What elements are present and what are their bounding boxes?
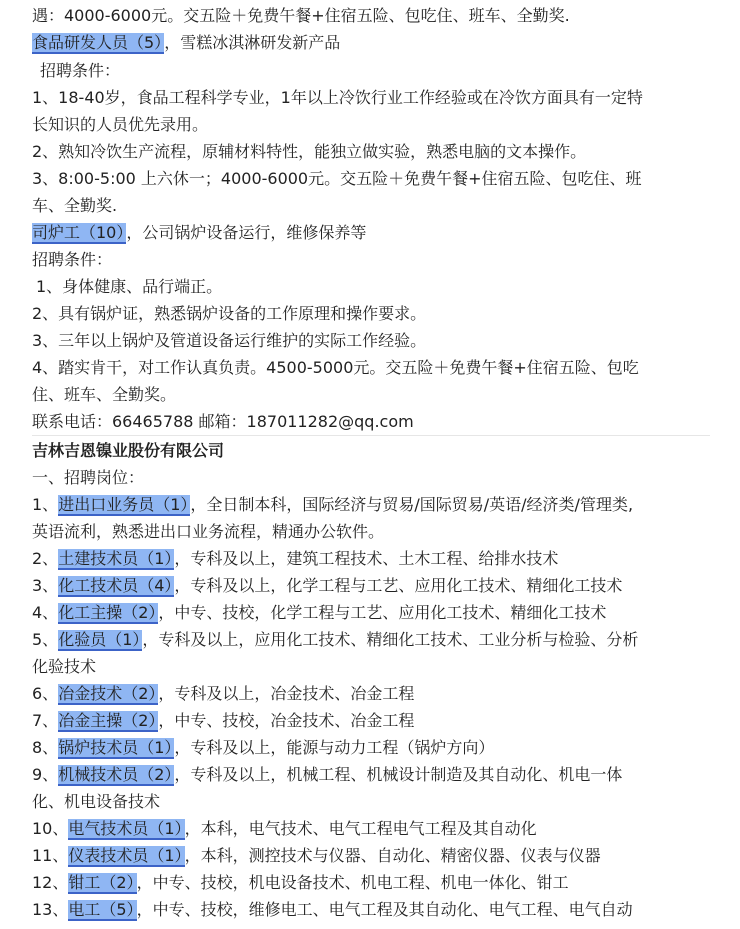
position-item: 7、冶金主操（2） ，中专、技校，冶金技术、冶金工程 — [32, 711, 415, 730]
position-item-continued: 化、机电设备技术 — [32, 792, 161, 811]
highlighted-job-title[interactable]: 电工（5） — [68, 900, 135, 919]
highlighted-job-title[interactable]: 钳工（2） — [68, 873, 135, 892]
position-item: 3、化工技术员（4） ，专科及以上，化学工程与工艺、应用化工技术、精细化工技术 — [32, 576, 623, 595]
position-item: 8、锅炉技术员（1） ，专科及以上，能源与动力工程（锅炉方向） — [32, 738, 495, 757]
position-item: 11、仪表技术员（1） ，本科，测控技术与仪器、自动化、精密仪器、仪表与仪器 — [32, 846, 601, 865]
requirement-item: 3、三年以上锅炉及管道设备运行维护的实际工作经验。 — [32, 331, 427, 350]
position-item: 5、化验员（1） ，专科及以上，应用化工技术、精细化工技术、工业分析与检验、分析 — [32, 630, 639, 649]
section-title: 一、招聘岗位： — [32, 468, 145, 487]
job-heading-food-rd — [32, 29, 716, 56]
position-item-continued: 英语流利，熟悉进出口业务流程，精通办公软件。 — [32, 522, 385, 541]
company-name: 吉林吉恩镍业股份有限公司 — [32, 441, 225, 460]
job-heading-boiler-operator — [32, 219, 716, 246]
highlighted-job-title[interactable]: 食品研发人员（5） — [32, 33, 163, 52]
section-divider — [32, 435, 710, 436]
requirement-item: 1、身体健康、品行端正。 — [36, 277, 223, 296]
requirement-item-continued: 车、全勤奖. — [32, 196, 118, 215]
highlighted-job-title[interactable]: 电气技术员（1） — [68, 819, 183, 838]
requirement-item: 4、踏实肯干，对工作认真负责。4500-5000元。交五险＋免费午餐+住宿五险、包吃 — [32, 358, 639, 377]
contact-info: 联系电话：66465788 邮箱：187011282@qq.com — [32, 412, 414, 431]
requirement-item: 3、8:00-5:00 上六休一；4000-6000元。交五险＋免费午餐+住宿五险、包吃住、班 — [32, 169, 642, 188]
requirement-item: 1、18-40岁，食品工程科学专业，1年以上冷饮行业工作经验或在冷饮方面具有一定特 — [32, 88, 643, 107]
position-item: 1、进出口业务员（1） ，全日制本科，国际经济与贸易/国际贸易/英语/经济类/管理类, — [32, 495, 634, 514]
highlighted-job-title[interactable]: 化验员（1） — [58, 630, 141, 649]
position-item: 12、钳工（2） ，中专、技校，机电设备技术、机电工程、机电一体化、钳工 — [32, 873, 569, 892]
highlighted-job-title[interactable]: 进出口业务员（1） — [58, 495, 189, 514]
position-item: 2、土建技术员（1） ，专科及以上，建筑工程技术、土木工程、给排水技术 — [32, 549, 559, 568]
job-description: ，公司锅炉设备运行，维修保养等 — [126, 223, 367, 242]
highlighted-job-title[interactable]: 土建技术员（1） — [58, 549, 173, 568]
highlighted-job-title[interactable]: 冶金主操（2） — [58, 711, 157, 730]
requirement-item-continued: 长知识的人员优先录用。 — [32, 115, 209, 134]
position-item: 4、化工主操（2） ，中专、技校，化学工程与工艺、应用化工技术、精细化工技术 — [32, 603, 607, 622]
position-item: 13、电工（5） ，中专、技校，维修电工、电气工程及其自动化、电气工程、电气自动 — [32, 900, 633, 919]
salary-line: 遇：4000-6000元。交五险＋免费午餐+住宿五险、包吃住、班车、全勤奖. — [32, 6, 570, 25]
position-item: 10、电气技术员（1） ，本科，电气技术、电气工程电气工程及其自动化 — [32, 819, 537, 838]
highlighted-job-title[interactable]: 化工主操（2） — [58, 603, 157, 622]
highlighted-job-title[interactable]: 司炉工（10） — [32, 223, 125, 242]
requirement-item: 2、具有锅炉证，熟悉锅炉设备的工作原理和操作要求。 — [32, 304, 427, 323]
requirements-title: 招聘条件： — [32, 250, 113, 269]
highlighted-job-title[interactable]: 仪表技术员（1） — [68, 846, 183, 865]
requirements-title: 招聘条件： — [40, 61, 121, 80]
position-item: 6、冶金技术（2） ，专科及以上，冶金技术、冶金工程 — [32, 684, 415, 703]
highlighted-job-title[interactable]: 锅炉技术员（1） — [58, 738, 173, 757]
highlighted-job-title[interactable]: 化工技术员（4） — [58, 576, 173, 595]
highlighted-job-title[interactable]: 机械技术员（2） — [58, 765, 173, 784]
job-description: ，雪糕冰淇淋研发新产品 — [164, 33, 341, 52]
requirement-item: 2、熟知冷饮生产流程，原辅材料特性，能独立做实验，熟悉电脑的文本操作。 — [32, 142, 587, 161]
requirement-item-continued: 住、班车、全勤奖。 — [32, 385, 177, 404]
position-item-continued: 化验技术 — [32, 657, 97, 676]
position-item: 9、机械技术员（2） ，专科及以上，机械工程、机械设计制造及其自动化、机电一体 — [32, 765, 623, 784]
highlighted-job-title[interactable]: 冶金技术（2） — [58, 684, 157, 703]
